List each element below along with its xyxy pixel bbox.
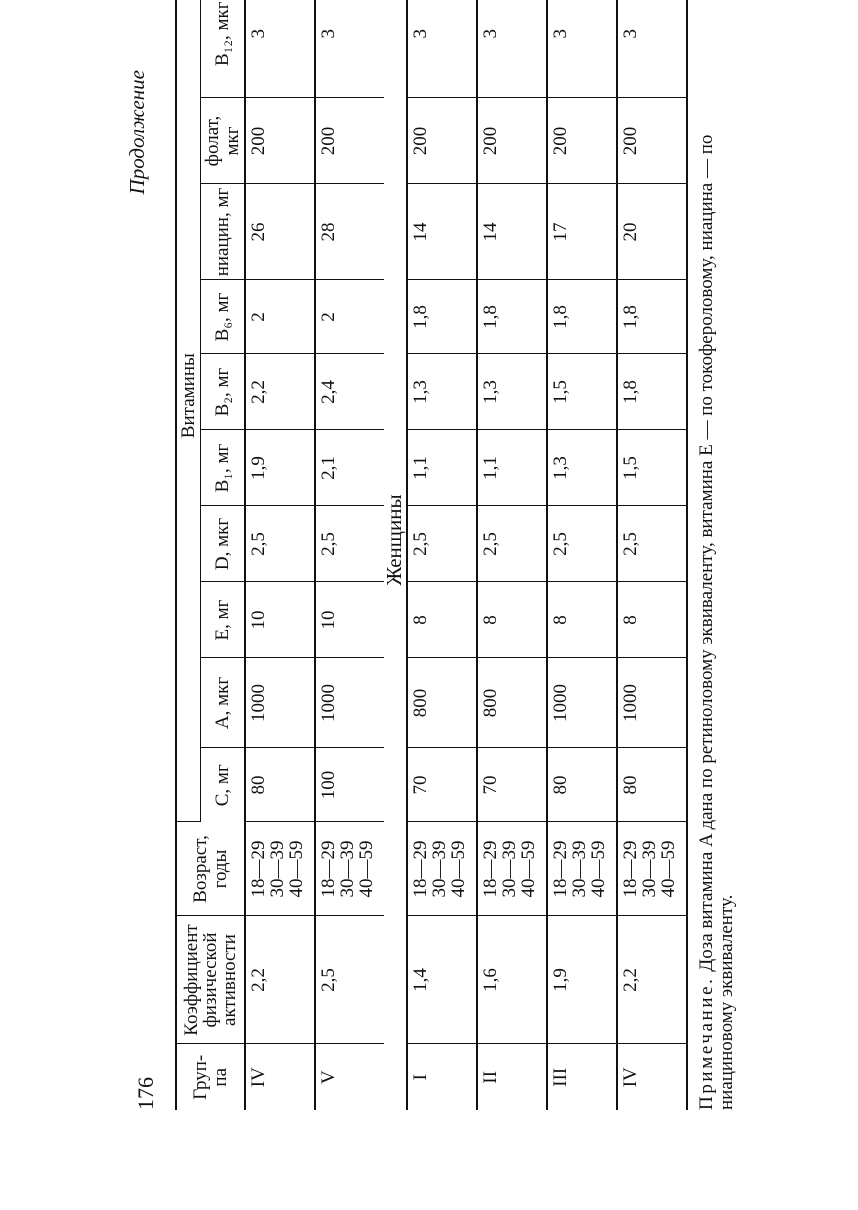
group-cell: IV [617, 1044, 687, 1110]
value-cell: 1,8 [617, 280, 687, 354]
age-cell [617, 822, 687, 916]
age-range: 30—39 [429, 840, 451, 898]
value-cell: 3 [245, 0, 315, 98]
table-row [617, 0, 687, 1110]
value-cell: 800 [407, 658, 477, 748]
value-cell: 8 [617, 582, 687, 658]
value-cell: 70 [407, 748, 477, 822]
value-cell: 10 [245, 582, 315, 658]
value-cell: 2 [315, 280, 384, 354]
value-cell: 1,8 [477, 280, 547, 354]
value-cell: 2,5 [547, 506, 617, 582]
value-cell: 1,8 [407, 280, 477, 354]
table-row [315, 0, 384, 1110]
value-cell: 17 [547, 184, 617, 280]
age-cell [477, 822, 547, 916]
age-range: 18—29 [318, 840, 340, 898]
value-cell: 8 [407, 582, 477, 658]
value-cell: 80 [617, 748, 687, 822]
value-cell: 2,1 [315, 430, 384, 506]
age-range: 40—59 [518, 840, 540, 898]
header-age: Возраст, годы [176, 822, 245, 916]
footnote-lead: Примечание. [696, 976, 717, 1110]
age-range: 30—39 [639, 840, 661, 898]
value-cell: 1,1 [477, 430, 547, 506]
age-range: 30—39 [569, 840, 591, 898]
coefficient-cell: 1,4 [407, 916, 477, 1044]
value-cell: 1,8 [617, 354, 687, 430]
table-row [245, 0, 315, 1110]
table-row [547, 0, 617, 1110]
age-range: 18—29 [480, 840, 502, 898]
value-cell: 200 [617, 98, 687, 184]
value-cell: 200 [477, 98, 547, 184]
value-cell: 1,1 [407, 430, 477, 506]
value-cell: 2,5 [407, 506, 477, 582]
value-cell: 1,5 [547, 354, 617, 430]
header-col: E, мг [201, 582, 245, 658]
group-cell: IV [245, 1044, 315, 1110]
value-cell: 1,9 [245, 430, 315, 506]
age-range: 18—29 [410, 840, 432, 898]
coefficient-cell: 1,9 [547, 916, 617, 1044]
page-number: 176 [133, 1077, 158, 1110]
value-cell: 80 [547, 748, 617, 822]
age-range: 40—59 [448, 840, 470, 898]
value-cell: 3 [477, 0, 547, 98]
header-col: A, мкг [201, 658, 245, 748]
age-cell [315, 822, 384, 916]
age-range: 40—59 [588, 840, 610, 898]
value-cell: 200 [407, 98, 477, 184]
age-range: 18—29 [620, 840, 642, 898]
value-cell: 2 [245, 280, 315, 354]
age-range: 40—59 [658, 840, 680, 898]
value-cell: 200 [245, 98, 315, 184]
header-col: B₂, мг [201, 354, 245, 430]
value-cell: 70 [477, 748, 547, 822]
header-col: B₁₂, мкг [201, 0, 245, 98]
value-cell: 2,5 [617, 506, 687, 582]
age-range: 40—59 [286, 840, 308, 898]
age-range: 30—39 [337, 840, 359, 898]
section-row [384, 0, 407, 1110]
value-cell: 3 [617, 0, 687, 98]
value-cell: 2,5 [477, 506, 547, 582]
group-cell: II [477, 1044, 547, 1110]
table-row [477, 0, 547, 1110]
value-cell: 1000 [245, 658, 315, 748]
value-cell: 1000 [315, 658, 384, 748]
header-vitamins: Витамины [176, 0, 201, 822]
value-cell: 3 [407, 0, 477, 98]
value-cell: 1,3 [407, 354, 477, 430]
vitamins-table [175, 0, 688, 1110]
value-cell: 2,5 [245, 506, 315, 582]
value-cell: 1,3 [477, 354, 547, 430]
value-cell: 10 [315, 582, 384, 658]
header-col: фолат, мкг [201, 98, 245, 184]
header-col: D, мкг [201, 506, 245, 582]
header-col: B₆, мг [201, 280, 245, 354]
header-group: Груп- па [176, 1044, 245, 1110]
group-cell: I [407, 1044, 477, 1110]
age-range: 18—29 [248, 840, 270, 898]
group-cell: III [547, 1044, 617, 1110]
value-cell: 1,5 [617, 430, 687, 506]
value-cell: 8 [547, 582, 617, 658]
value-cell: 800 [477, 658, 547, 748]
value-cell: 200 [315, 98, 384, 184]
age-cell [547, 822, 617, 916]
value-cell: 100 [315, 748, 384, 822]
header-col: B₁, мг [201, 430, 245, 506]
coefficient-cell: 1,6 [477, 916, 547, 1044]
value-cell: 1000 [617, 658, 687, 748]
value-cell: 14 [407, 184, 477, 280]
value-cell: 26 [245, 184, 315, 280]
continuation-label: Продолжение [125, 70, 149, 195]
value-cell: 200 [547, 98, 617, 184]
age-range: 30—39 [267, 840, 289, 898]
value-cell: 80 [245, 748, 315, 822]
value-cell: 20 [617, 184, 687, 280]
rotated-page [125, 1, 755, 1110]
value-cell: 3 [547, 0, 617, 98]
age-range: 18—29 [550, 840, 572, 898]
value-cell: 14 [477, 184, 547, 280]
group-cell: V [315, 1044, 384, 1110]
header-col: C, мг [201, 748, 245, 822]
age-cell [245, 822, 315, 916]
value-cell: 1000 [547, 658, 617, 748]
age-cell [407, 822, 477, 916]
footnote-text: Доза витамина A дана по ретиноловому эквиваленту, витамина E — по токофероловому, ниацина — по ниациновому эквиваленту. [696, 134, 737, 1110]
value-cell: 2,5 [315, 506, 384, 582]
value-cell: 8 [477, 582, 547, 658]
header-coefficient: Коэффициент физической активности [176, 916, 245, 1044]
value-cell: 2,4 [315, 354, 384, 430]
value-cell: 1,3 [547, 430, 617, 506]
header-col: ниацин, мг [201, 184, 245, 280]
footnote [697, 70, 737, 1110]
age-range: 40—59 [356, 840, 378, 898]
coefficient-cell: 2,2 [245, 916, 315, 1044]
value-cell: 28 [315, 184, 384, 280]
coefficient-cell: 2,2 [617, 916, 687, 1044]
value-cell: 2,2 [245, 354, 315, 430]
table-row [407, 0, 477, 1110]
section-label: Женщины [382, 494, 407, 586]
coefficient-cell: 2,5 [315, 916, 384, 1044]
value-cell: 1,8 [547, 280, 617, 354]
age-range: 30—39 [499, 840, 521, 898]
value-cell: 3 [315, 0, 384, 98]
